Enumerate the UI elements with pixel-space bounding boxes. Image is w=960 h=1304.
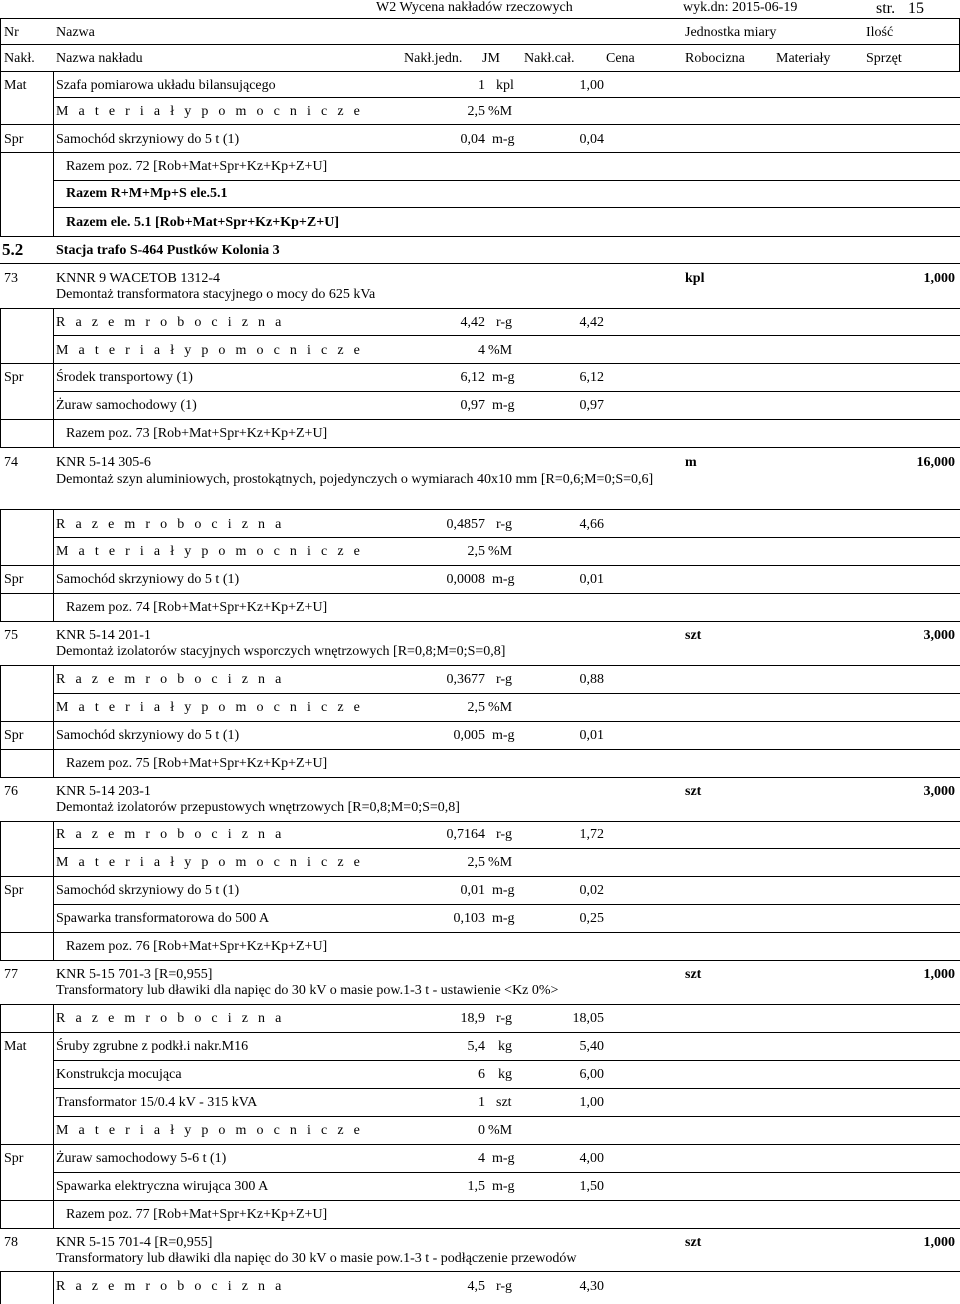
row-jm: m-g — [492, 572, 515, 587]
row-type-label: Spr — [4, 572, 24, 587]
row-rule — [0, 665, 960, 666]
row-name: Transformator 15/0.4 kV - 315 kVA — [56, 1095, 258, 1110]
row-rule — [0, 777, 960, 778]
row-rule — [0, 124, 960, 125]
row-rule — [0, 419, 960, 420]
position-code: KNNR 9 WACETOB 1312-4 — [56, 271, 220, 286]
row-type-label: Mat — [4, 78, 27, 93]
row-jm: %M — [488, 1123, 513, 1138]
position-quantity: 1,000 — [923, 1235, 955, 1250]
row-total: 4,00 — [579, 1151, 604, 1166]
row-name: R a z e m r o b o c i z n a — [56, 1279, 285, 1294]
row-jm: %M — [488, 343, 513, 358]
row-total: 1,72 — [579, 827, 604, 842]
col-header-nakl-cal: Nakł.cał. — [524, 51, 575, 66]
row-unit-value: 2,5 — [467, 855, 485, 870]
row-total: 0,97 — [579, 398, 604, 413]
row-name: M a t e r i a ł y p o m o c n i c z e — [56, 343, 364, 358]
position-description: Demontaż transformatora stacyjnego o mocy do 625 kVa — [56, 287, 376, 302]
row-rule — [0, 509, 960, 510]
row-total: 5,40 — [579, 1039, 604, 1054]
row-unit-value: 0,04 — [460, 132, 485, 147]
row-name: R a z e m r o b o c i z n a — [56, 315, 285, 330]
row-unit-value: 4 — [478, 1151, 485, 1166]
position-unit: kpl — [685, 271, 705, 286]
row-total: 0,04 — [579, 132, 604, 147]
row-rule — [53, 1172, 960, 1173]
row-name: Śruby zgrubne z podkł.i nakr.M16 — [56, 1039, 249, 1054]
row-name: Razem poz. 75 [Rob+Mat+Spr+Kz+Kp+Z+U] — [66, 756, 328, 771]
position-unit: szt — [685, 784, 702, 799]
row-unit-value: 6,12 — [460, 370, 485, 385]
row-rule — [0, 749, 960, 750]
position-quantity: 3,000 — [923, 784, 955, 799]
row-rule — [53, 180, 960, 181]
row-rule — [0, 593, 960, 594]
row-name: Samochód skrzyniowy do 5 t (1) — [56, 728, 240, 743]
row-rule — [53, 207, 960, 208]
position-unit: szt — [685, 1235, 702, 1250]
position-number: 76 — [4, 784, 18, 799]
col-header-jm: JM — [482, 51, 500, 66]
row-jm: m-g — [492, 1151, 515, 1166]
row-rule — [0, 621, 960, 622]
col-header-nakl: Nakł. — [4, 51, 35, 66]
row-name: Samochód skrzyniowy do 5 t (1) — [56, 572, 240, 587]
row-name: R a z e m r o b o c i z n a — [56, 1011, 285, 1026]
position-quantity: 1,000 — [923, 967, 955, 982]
position-unit: szt — [685, 628, 702, 643]
row-rule — [0, 447, 960, 448]
row-rule — [0, 721, 960, 722]
row-name: M a t e r i a ł y p o m o c n i c z e — [56, 104, 364, 119]
row-unit-value: 1 — [478, 1095, 485, 1110]
position-description: Transformatory lub dławiki dla napięc do 30 kV o masie pow.1-3 t - podłączenie przewodów — [56, 1251, 577, 1266]
row-total: 1,00 — [579, 78, 604, 93]
row-name: Samochód skrzyniowy do 5 t (1) — [56, 132, 240, 147]
row-jm: m-g — [492, 728, 515, 743]
row-name: Samochód skrzyniowy do 5 t (1) — [56, 883, 240, 898]
row-name: Razem poz. 76 [Rob+Mat+Spr+Kz+Kp+Z+U] — [66, 939, 328, 954]
row-name: Razem poz. 74 [Rob+Mat+Spr+Kz+Kp+Z+U] — [66, 600, 328, 615]
position-number: 77 — [4, 967, 18, 982]
row-rule — [53, 391, 960, 392]
row-type-label: Mat — [4, 1039, 27, 1054]
row-rule — [53, 693, 960, 694]
row-jm: m-g — [492, 370, 515, 385]
row-jm: r-g — [496, 827, 513, 842]
row-total: 6,12 — [579, 370, 604, 385]
row-rule — [53, 1060, 960, 1061]
row-jm: %M — [488, 544, 513, 559]
row-jm: r-g — [496, 1279, 513, 1294]
row-jm: r-g — [496, 517, 513, 532]
row-rule — [53, 1116, 960, 1117]
row-name: M a t e r i a ł y p o m o c n i c z e — [56, 1123, 364, 1138]
row-jm: %M — [488, 855, 513, 870]
col-header-robocizna: Robocizna — [685, 51, 745, 66]
row-jm: %M — [488, 700, 513, 715]
position-code: KNR 5-15 701-4 [R=0,955] — [56, 1235, 213, 1250]
row-unit-value: 0,7164 — [446, 827, 485, 842]
row-name: Spawarka transformatorowa do 500 A — [56, 911, 270, 926]
position-code: KNR 5-14 203-1 — [56, 784, 151, 799]
row-unit-value: 0,0008 — [446, 572, 485, 587]
col-header-sprzet: Sprzęt — [866, 51, 902, 66]
row-jm: szt — [496, 1095, 512, 1110]
row-rule — [0, 1032, 960, 1033]
group-divider — [53, 1271, 54, 1304]
row-total: 0,01 — [579, 728, 604, 743]
row-rule — [0, 565, 960, 566]
row-rule — [0, 1004, 960, 1005]
row-jm: kg — [498, 1067, 512, 1082]
row-unit-value: 1,5 — [467, 1179, 485, 1194]
row-name: Razem R+M+Mp+S ele.5.1 — [66, 186, 228, 201]
row-total: 18,05 — [572, 1011, 604, 1026]
row-unit-value: 5,4 — [467, 1039, 485, 1054]
position-quantity: 1,000 — [923, 271, 955, 286]
col-header-nazwa: Nazwa — [56, 25, 95, 40]
position-number: 73 — [4, 271, 18, 286]
row-name: Razem poz. 73 [Rob+Mat+Spr+Kz+Kp+Z+U] — [66, 426, 328, 441]
row-jm: kg — [498, 1039, 512, 1054]
row-rule — [0, 932, 960, 933]
row-unit-value: 2,5 — [467, 700, 485, 715]
row-unit-value: 0 — [478, 1123, 485, 1138]
group-left-border — [0, 308, 1, 448]
row-rule — [0, 876, 960, 877]
row-name: Żuraw samochodowy (1) — [56, 398, 197, 413]
col-header-nakl-jedn: Nakł.jedn. — [404, 51, 463, 66]
position-number: 75 — [4, 628, 18, 643]
row-rule — [53, 537, 960, 538]
row-rule — [0, 1271, 960, 1272]
row-rule — [0, 363, 960, 364]
position-number: 74 — [4, 455, 18, 470]
row-rule — [0, 1200, 960, 1201]
row-name: Szafa pomiarowa układu bilansującego — [56, 78, 276, 93]
row-rule — [0, 960, 960, 961]
row-total: 4,30 — [579, 1279, 604, 1294]
row-rule — [53, 904, 960, 905]
position-code: KNR 5-15 701-3 [R=0,955] — [56, 967, 213, 982]
row-total: 1,00 — [579, 1095, 604, 1110]
row-unit-value: 4 — [478, 343, 485, 358]
section-number: 5.2 — [2, 240, 24, 259]
position-unit: szt — [685, 967, 702, 982]
group-divider — [53, 821, 54, 961]
row-unit-value: 0,103 — [453, 911, 485, 926]
row-rule — [0, 821, 960, 822]
section-title: Stacja trafo S-464 Pustków Kolonia 3 — [56, 243, 280, 258]
row-total: 0,01 — [579, 572, 604, 587]
row-type-label: Spr — [4, 370, 24, 385]
row-jm: r-g — [496, 1011, 513, 1026]
document-title: W2 Wycena nakładów rzeczowych — [376, 0, 573, 15]
page-label: str. — [876, 0, 896, 17]
row-jm: m-g — [492, 883, 515, 898]
header-bottom-rule — [0, 71, 960, 72]
row-jm: r-g — [496, 315, 513, 330]
group-left-border — [0, 72, 1, 236]
page-number: 15 — [908, 0, 924, 17]
document-date: wyk.dn: 2015-06-19 — [683, 0, 798, 15]
row-rule — [0, 152, 960, 153]
row-jm: m-g — [492, 1179, 515, 1194]
row-rule — [0, 1228, 960, 1229]
row-type-label: Spr — [4, 883, 24, 898]
col-header-jednostka: Jednostka miary — [685, 25, 777, 40]
row-unit-value: 4,5 — [467, 1279, 485, 1294]
row-name: Konstrukcja mocująca — [56, 1067, 182, 1082]
row-unit-value: 0,3677 — [446, 672, 485, 687]
row-type-label: Spr — [4, 728, 24, 743]
row-name: M a t e r i a ł y p o m o c n i c z e — [56, 544, 364, 559]
row-rule — [0, 1144, 960, 1145]
row-name: Spawarka elektryczna wirująca 300 A — [56, 1179, 269, 1194]
col-header-materialy: Materiały — [776, 51, 831, 66]
position-code: KNR 5-14 201-1 — [56, 628, 151, 643]
row-name: Razem poz. 72 [Rob+Mat+Spr+Kz+Kp+Z+U] — [66, 159, 328, 174]
row-jm: r-g — [496, 672, 513, 687]
row-jm: kpl — [496, 78, 514, 93]
row-name: Środek transportowy (1) — [56, 370, 193, 385]
row-name: R a z e m r o b o c i z n a — [56, 827, 285, 842]
row-name: M a t e r i a ł y p o m o c n i c z e — [56, 700, 364, 715]
row-name: Razem poz. 77 [Rob+Mat+Spr+Kz+Kp+Z+U] — [66, 1207, 328, 1222]
position-quantity: 3,000 — [923, 628, 955, 643]
row-total: 0,25 — [579, 911, 604, 926]
row-name: Żuraw samochodowy 5-6 t (1) — [56, 1151, 227, 1166]
group-left-border — [0, 1271, 1, 1304]
col-header-nr: Nr — [4, 25, 19, 40]
group-left-border — [0, 821, 1, 961]
row-total: 0,02 — [579, 883, 604, 898]
row-unit-value: 2,5 — [467, 104, 485, 119]
row-total: 1,50 — [579, 1179, 604, 1194]
row-unit-value: 4,42 — [460, 315, 485, 330]
row-name: M a t e r i a ł y p o m o c n i c z e — [56, 855, 364, 870]
row-rule — [53, 335, 960, 336]
row-name: R a z e m r o b o c i z n a — [56, 672, 285, 687]
row-rule — [53, 848, 960, 849]
row-jm: m-g — [492, 911, 515, 926]
row-unit-value: 18,9 — [460, 1011, 485, 1026]
position-description: Transformatory lub dławiki dla napięc do 30 kV o masie pow.1-3 t - ustawienie <Kz 0%> — [56, 983, 559, 998]
header-top-rule — [0, 18, 960, 19]
row-total: 0,88 — [579, 672, 604, 687]
group-divider — [53, 308, 54, 448]
row-total: 4,42 — [579, 315, 604, 330]
left-border — [0, 18, 1, 72]
row-rule — [0, 236, 960, 237]
group-left-border — [0, 1004, 1, 1229]
position-description: Demontaż izolatorów stacyjnych wsporczych wnętrzowych [R=0,8;M=0;S=0,8] — [56, 644, 506, 659]
row-jm: m-g — [492, 398, 515, 413]
row-rule — [0, 308, 960, 309]
row-total: 6,00 — [579, 1067, 604, 1082]
row-unit-value: 0,01 — [460, 883, 485, 898]
col-header-nazwa-nakladu: Nazwa nakładu — [56, 51, 143, 66]
col-header-cena: Cena — [606, 51, 635, 66]
row-type-label: Spr — [4, 132, 24, 147]
row-rule — [53, 97, 960, 98]
row-name: Razem ele. 5.1 [Rob+Mat+Spr+Kz+Kp+Z+U] — [66, 215, 339, 230]
row-unit-value: 1 — [478, 78, 485, 93]
position-unit: m — [685, 455, 697, 470]
position-quantity: 16,000 — [916, 455, 955, 470]
position-number: 78 — [4, 1235, 18, 1250]
position-description: Demontaż szyn aluminiowych, prostokątnych, pojedynczych o wymiarach 40x10 mm [R=0,6;M=0;S=0,6] — [56, 472, 654, 487]
row-rule — [53, 1088, 960, 1089]
row-jm: m-g — [492, 132, 515, 147]
row-total: 4,66 — [579, 517, 604, 532]
row-unit-value: 0,4857 — [446, 517, 485, 532]
row-unit-value: 0,005 — [453, 728, 485, 743]
position-description: Demontaż izolatorów przepustowych wnętrzowych [R=0,8;M=0;S=0,8] — [56, 800, 460, 815]
row-unit-value: 0,97 — [460, 398, 485, 413]
header-mid-rule — [0, 44, 960, 45]
row-unit-value: 2,5 — [467, 544, 485, 559]
row-type-label: Spr — [4, 1151, 24, 1166]
position-code: KNR 5-14 305-6 — [56, 455, 151, 470]
col-header-ilosc: Ilość — [866, 25, 894, 40]
row-jm: %M — [488, 104, 513, 119]
row-rule — [0, 263, 960, 264]
row-name: R a z e m r o b o c i z n a — [56, 517, 285, 532]
row-unit-value: 6 — [478, 1067, 485, 1082]
